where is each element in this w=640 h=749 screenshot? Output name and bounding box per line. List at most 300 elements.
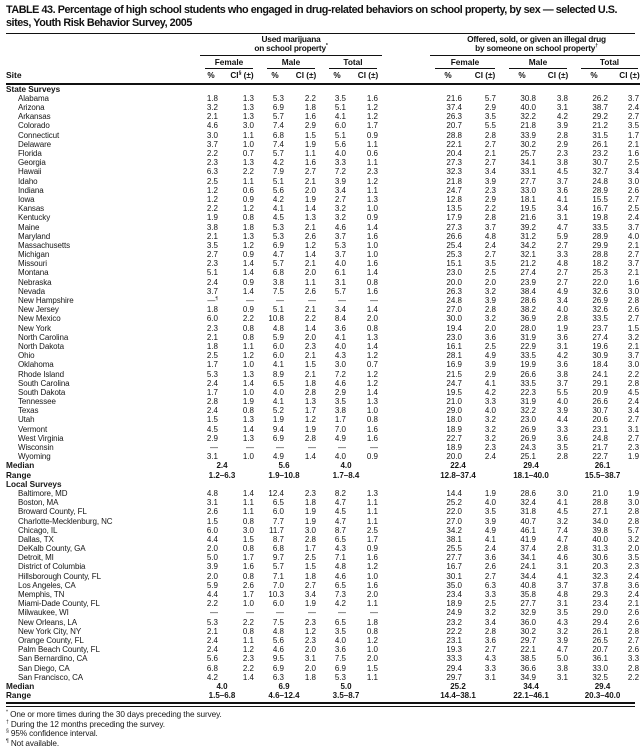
value-cell: 30.7 <box>592 406 608 416</box>
value-cell: 26.9 <box>592 296 608 305</box>
value-cell: 40.7 <box>520 516 536 526</box>
spacer-cell <box>384 259 428 268</box>
spacer-cell <box>384 177 428 186</box>
table-row <box>6 278 640 287</box>
value-cell: 34.1 <box>520 553 536 563</box>
footnotes <box>6 710 635 748</box>
value-cell: 3.4 <box>556 296 568 305</box>
value-cell: 10.8 <box>268 314 284 324</box>
spacer-cell <box>384 351 428 360</box>
site-cell: District of Columbia <box>18 562 86 572</box>
value-cell: 2.8 <box>627 296 640 305</box>
ci-header: CI§ (±) <box>224 69 260 84</box>
table-row <box>6 562 640 571</box>
value-cell: 2.9 <box>484 103 496 113</box>
value-cell: 1.5 <box>304 562 316 572</box>
value-cell: 28.8 <box>446 130 462 140</box>
spacer-cell <box>384 232 428 241</box>
value-cell: 18.2 <box>592 259 608 269</box>
value-cell: 7.5 <box>334 654 346 664</box>
value-cell: 24.8 <box>446 296 462 305</box>
value-cell: 7.9 <box>272 167 284 177</box>
site-cell: Baltimore, MD <box>18 488 68 498</box>
value-cell: 17.9 <box>446 213 462 223</box>
site-cell: Charlotte-Mecklenburg, NC <box>18 516 113 526</box>
value-cell: 4.3 <box>556 617 568 627</box>
site-cell: Boston, MA <box>18 498 59 508</box>
value-cell: 46.1 <box>520 525 536 535</box>
spacer-cell <box>384 103 428 112</box>
value-cell: 4.7 <box>556 534 568 544</box>
value-cell: 2.3 <box>366 167 378 177</box>
value-cell: 21.0 <box>446 397 462 407</box>
spacer-cell <box>384 673 428 682</box>
value-cell: 3.5 <box>484 259 496 269</box>
value-cell: 1.1 <box>242 130 254 140</box>
table-row <box>6 370 640 379</box>
value-cell: 2.7 <box>484 158 496 168</box>
value-cell: 2.6 <box>627 608 640 618</box>
value-cell: 3.9 <box>556 635 568 645</box>
value-cell: 24.7 <box>446 185 462 195</box>
value-cell: 34.2 <box>520 240 536 250</box>
value-cell: 5.7 <box>627 525 640 535</box>
site-cell: Nebraska <box>18 277 52 287</box>
value-cell: 23.0 <box>446 268 462 278</box>
value-cell: 2.8 <box>627 626 640 636</box>
spacer-cell <box>384 535 428 544</box>
site-cell: Maryland <box>18 231 51 241</box>
value-cell: 29.7 <box>446 672 462 682</box>
spacer-cell <box>384 241 428 250</box>
value-cell: 4.8 <box>484 231 496 241</box>
table-body <box>6 84 640 701</box>
value-cell: — <box>276 608 284 618</box>
site-cell: Connecticut <box>18 130 60 140</box>
value-cell: 5.1 <box>334 130 346 140</box>
value-cell: 8.7 <box>272 534 284 544</box>
table-row <box>6 664 640 673</box>
value-cell: 37.4 <box>520 544 536 554</box>
site-cell: West Virginia <box>18 433 64 443</box>
table-row <box>6 333 640 342</box>
value-cell: 6.3 <box>484 580 496 590</box>
value-cell: 1.9 <box>206 213 218 223</box>
table-row <box>6 517 640 526</box>
value-cell: 27.4 <box>592 332 608 342</box>
value-cell: 3.1 <box>556 562 568 572</box>
summary-value-cell: 14.4–38.1 <box>440 691 476 701</box>
value-cell: 33.1 <box>520 167 536 177</box>
value-cell: 34.0 <box>592 516 608 526</box>
value-cell: 4.6 <box>334 378 346 388</box>
value-cell: 1.8 <box>304 571 316 581</box>
value-cell: 29.4 <box>446 663 462 673</box>
value-cell: 1.7 <box>206 387 218 397</box>
value-cell: 31.5 <box>592 130 608 140</box>
value-cell: 1.3 <box>304 397 316 407</box>
value-cell: 2.6 <box>627 185 640 195</box>
value-cell: 1.8 <box>304 672 316 682</box>
value-cell: 1.9 <box>304 507 316 517</box>
site-cell: San Francisco, CA <box>18 672 83 682</box>
site-cell: New York City, NY <box>18 626 82 636</box>
value-cell: 1.0 <box>242 360 254 370</box>
site-cell: South Dakota <box>18 387 66 397</box>
value-cell: 3.6 <box>556 433 568 443</box>
value-cell: 6.0 <box>272 599 284 609</box>
site-cell: New York <box>18 323 51 333</box>
table-row <box>6 287 640 296</box>
value-cell: 2.8 <box>556 130 568 140</box>
table-row <box>6 342 640 351</box>
value-cell: 28.1 <box>446 351 462 361</box>
value-cell: 4.2 <box>272 194 284 204</box>
value-cell: 14.4 <box>446 488 462 498</box>
table-row <box>6 112 640 121</box>
value-cell: 5.5 <box>556 387 568 397</box>
site-cell: Miami-Dade County, FL <box>18 599 100 609</box>
value-cell: 6.1 <box>334 268 346 278</box>
spacer-cell <box>384 305 428 314</box>
footnote-marker: ¶ <box>6 738 9 745</box>
value-cell: 28.0 <box>520 323 536 333</box>
value-cell: 2.5 <box>206 176 218 186</box>
value-cell: 3.1 <box>556 341 568 351</box>
data-table <box>6 35 640 701</box>
value-cell: 1.9 <box>304 516 316 526</box>
site-cell: Hawaii <box>18 167 42 177</box>
value-cell: 32.2 <box>520 406 536 416</box>
value-cell: 25.5 <box>446 544 462 554</box>
subheader-male: Male <box>502 56 574 70</box>
value-cell: 2.5 <box>484 341 496 351</box>
summary-value-cell: 20.3–40.0 <box>584 691 621 701</box>
value-cell: 5.6 <box>334 139 346 149</box>
table-row <box>6 259 640 268</box>
value-cell: 4.0 <box>556 397 568 407</box>
value-cell: 3.0 <box>627 360 640 370</box>
value-cell: 2.8 <box>627 378 640 388</box>
site-cell: Utah <box>18 415 35 425</box>
site-cell: Kentucky <box>18 213 51 223</box>
value-cell: — <box>370 296 378 305</box>
value-cell: 2.0 <box>366 590 378 599</box>
value-cell: 18.9 <box>446 599 462 609</box>
value-cell: 3.8 <box>334 406 346 416</box>
value-cell: 1.4 <box>366 305 378 315</box>
value-cell: 1.4 <box>242 672 254 682</box>
value-cell: 5.3 <box>272 93 284 103</box>
value-cell: 4.2 <box>206 672 218 682</box>
value-cell: 2.0 <box>484 277 496 287</box>
value-cell: 2.7 <box>484 250 496 260</box>
value-cell: 2.4 <box>627 397 640 407</box>
spacer-cell <box>384 654 428 663</box>
value-cell: 22.0 <box>592 277 608 287</box>
value-cell: 4.5 <box>556 167 568 177</box>
value-cell: 38.5 <box>520 654 536 664</box>
value-cell: 5.7 <box>484 93 496 103</box>
value-cell: 8.9 <box>272 369 284 379</box>
value-cell: 19.8 <box>592 213 608 223</box>
value-cell: 2.6 <box>304 286 316 296</box>
value-cell: 2.4 <box>206 645 218 655</box>
value-cell: 0.7 <box>366 360 378 370</box>
value-cell: 6.9 <box>272 103 284 113</box>
value-cell: 4.8 <box>272 323 284 333</box>
value-cell: 33.9 <box>520 130 536 140</box>
value-cell: 4.5 <box>334 507 346 517</box>
value-cell: 2.2 <box>206 149 218 158</box>
value-cell: 4.9 <box>334 433 346 443</box>
value-cell: 4.5 <box>556 507 568 517</box>
value-cell: 37.8 <box>592 580 608 590</box>
group-header-marijuana <box>198 35 384 56</box>
value-cell: 4.6 <box>556 553 568 563</box>
table-row <box>6 599 640 608</box>
value-cell: 3.2 <box>484 286 496 296</box>
value-cell: 3.8 <box>556 93 568 103</box>
value-cell: 2.7 <box>484 139 496 149</box>
value-cell: 2.0 <box>304 663 316 673</box>
value-cell: 4.1 <box>334 332 346 342</box>
value-cell: 23.9 <box>520 277 536 287</box>
value-cell: 38.2 <box>520 305 536 315</box>
value-cell: 2.4 <box>206 277 218 287</box>
value-cell: 3.8 <box>556 663 568 673</box>
value-cell: 3.2 <box>627 534 640 544</box>
value-cell: 3.5 <box>627 553 640 563</box>
value-cell: 0.9 <box>242 250 254 260</box>
value-cell: 26.3 <box>446 112 462 122</box>
value-cell: 20.7 <box>592 645 608 655</box>
table-row <box>6 627 640 636</box>
footnote: ¶ Not available. <box>6 738 60 749</box>
table-row <box>6 379 640 388</box>
value-cell: 1.2 <box>304 240 316 250</box>
value-cell: 22.3 <box>520 387 536 397</box>
value-cell: 34.9 <box>520 672 536 682</box>
value-cell: 1.0 <box>242 139 254 149</box>
value-cell: 1.0 <box>366 250 378 260</box>
value-cell: 21.8 <box>520 121 536 131</box>
value-cell: 3.9 <box>484 516 496 526</box>
site-cell: New Mexico <box>18 314 61 324</box>
value-cell: 2.8 <box>484 626 496 636</box>
value-cell: 33.0 <box>520 185 536 195</box>
table-row <box>6 324 640 333</box>
value-cell: 2.0 <box>206 571 218 581</box>
value-cell: 30.7 <box>592 158 608 168</box>
summary-label: Median <box>6 461 35 471</box>
value-cell: 1.8 <box>242 222 254 232</box>
value-cell: 2.3 <box>484 443 496 452</box>
value-cell: 30.9 <box>592 351 608 361</box>
value-cell: 12.4 <box>268 488 284 498</box>
value-cell: 26.5 <box>592 635 608 645</box>
value-cell: 2.5 <box>484 268 496 278</box>
value-cell: 3.2 <box>627 332 640 342</box>
value-cell: 0.9 <box>366 213 378 223</box>
value-cell: 5.6 <box>272 185 284 195</box>
value-cell: 9.7 <box>272 553 284 563</box>
value-cell: 4.6 <box>272 645 284 655</box>
spacer-cell <box>384 507 428 516</box>
table-row <box>6 572 640 581</box>
table-row <box>6 241 640 250</box>
table-row <box>6 186 640 195</box>
footnote: † During the 12 months preceding the survey. <box>6 719 165 729</box>
value-cell: 26.6 <box>592 397 608 407</box>
value-cell: 4.7 <box>334 516 346 526</box>
value-cell: 0.8 <box>242 571 254 581</box>
value-cell: 28.6 <box>520 488 536 498</box>
value-cell: 2.3 <box>242 654 254 664</box>
value-cell: 1.1 <box>366 507 378 517</box>
value-cell: 29.4 <box>592 617 608 627</box>
site-cell: Colorado <box>18 121 50 131</box>
value-cell: 2.6 <box>484 562 496 572</box>
value-cell: 1.1 <box>366 599 378 609</box>
value-cell: 2.1 <box>304 369 316 379</box>
value-cell: 2.2 <box>206 599 218 609</box>
site-cell: Oklahoma <box>18 360 54 370</box>
value-cell: 4.2 <box>484 387 496 397</box>
spacer-cell <box>384 287 428 296</box>
value-cell: 3.6 <box>627 580 640 590</box>
value-cell: 36.1 <box>592 654 608 664</box>
value-cell: 2.2 <box>627 672 640 682</box>
value-cell: 24.7 <box>446 378 462 388</box>
value-cell: 20.6 <box>592 415 608 425</box>
site-cell: Vermont <box>18 424 48 434</box>
spacer-cell <box>384 581 428 590</box>
value-cell: 37.4 <box>446 103 462 113</box>
summary-value-cell: 1.5–6.8 <box>208 691 236 701</box>
summary-value-cell: 1.9–10.8 <box>268 470 300 480</box>
value-cell: 4.1 <box>556 498 568 508</box>
value-cell: 2.3 <box>484 185 496 195</box>
site-cell: Indiana <box>18 185 44 195</box>
value-cell: 1.7 <box>334 415 346 425</box>
value-cell: 20.9 <box>592 387 608 397</box>
value-cell: 3.5 <box>334 626 346 636</box>
site-cell: Texas <box>18 406 39 416</box>
value-cell: 2.2 <box>304 93 316 103</box>
value-cell: 2.8 <box>206 397 218 407</box>
value-cell: 2.0 <box>304 332 316 342</box>
table-row <box>6 618 640 627</box>
value-cell: 1.2 <box>242 204 254 214</box>
value-cell: 2.3 <box>556 149 568 158</box>
value-cell: 2.5 <box>627 204 640 214</box>
value-cell: 21.2 <box>520 259 536 269</box>
value-cell: 5.3 <box>334 672 346 682</box>
value-cell: 5.7 <box>272 112 284 122</box>
table-row <box>6 177 640 186</box>
value-cell: 2.2 <box>304 314 316 324</box>
value-cell: 9.4 <box>272 424 284 434</box>
value-cell: 5.2 <box>272 406 284 416</box>
value-cell: 2.0 <box>206 544 218 554</box>
value-cell: 2.6 <box>242 580 254 590</box>
value-cell: 1.4 <box>366 268 378 278</box>
value-cell: 3.5 <box>484 112 496 122</box>
footnote-marker: † <box>6 719 9 726</box>
value-cell: 1.2 <box>366 103 378 113</box>
value-cell: 25.1 <box>520 452 536 462</box>
value-cell: 4.0 <box>484 406 496 416</box>
value-cell: 3.3 <box>484 663 496 673</box>
value-cell: 3.7 <box>627 93 640 103</box>
value-cell: 1.5 <box>366 663 378 673</box>
table-row <box>6 250 640 259</box>
value-cell: 2.1 <box>627 341 640 351</box>
summary-value-cell: 26.1 <box>594 461 611 471</box>
value-cell: 32.3 <box>592 571 608 581</box>
summary-value-cell: 12.8–37.4 <box>440 470 476 480</box>
value-cell: 1.2 <box>366 112 378 122</box>
value-cell: 4.0 <box>334 635 346 645</box>
value-cell: 1.2 <box>304 626 316 636</box>
spacer-cell <box>384 333 428 342</box>
value-cell: 23.4 <box>592 599 608 609</box>
value-cell: 2.8 <box>627 516 640 526</box>
value-cell: 0.8 <box>366 277 378 287</box>
pct-header: % <box>574 69 614 84</box>
value-cell: 1.4 <box>304 250 316 260</box>
value-cell: 1.9 <box>304 599 316 609</box>
value-cell: — <box>338 608 346 618</box>
value-cell: 3.6 <box>556 332 568 342</box>
value-cell: 32.6 <box>592 305 608 315</box>
spacer-cell <box>384 112 428 121</box>
table-row <box>6 452 640 461</box>
value-cell: 19.9 <box>520 360 536 370</box>
value-cell: 21.6 <box>446 93 462 103</box>
value-cell: 3.1 <box>556 599 568 609</box>
spacer-cell <box>384 443 428 452</box>
table-row <box>6 654 640 663</box>
value-cell: 8.4 <box>334 314 346 324</box>
value-cell: 2.4 <box>206 378 218 388</box>
table-row <box>6 167 640 176</box>
value-cell: 5.3 <box>272 231 284 241</box>
section-header: Local Surveys <box>6 479 62 489</box>
pct-header: % <box>428 69 468 84</box>
table-row <box>6 140 640 149</box>
value-cell: 3.2 <box>484 314 496 324</box>
value-cell: 1.6 <box>366 433 378 443</box>
value-cell: 2.5 <box>627 158 640 168</box>
table-row <box>6 121 640 130</box>
value-cell: 1.9 <box>484 488 496 498</box>
value-cell: 5.1 <box>272 305 284 315</box>
value-cell: 2.4 <box>206 406 218 416</box>
value-cell: 38.7 <box>592 103 608 113</box>
value-cell: 3.9 <box>334 176 346 186</box>
value-cell: 2.3 <box>304 617 316 627</box>
value-cell: 2.1 <box>206 626 218 636</box>
site-cell: Georgia <box>18 158 46 168</box>
value-cell: 20.0 <box>446 452 462 462</box>
value-cell: 4.0 <box>334 341 346 351</box>
value-cell: 4.9 <box>484 351 496 361</box>
spacer-cell <box>384 544 428 553</box>
value-cell: 24.1 <box>520 562 536 572</box>
spacer-cell <box>384 498 428 507</box>
